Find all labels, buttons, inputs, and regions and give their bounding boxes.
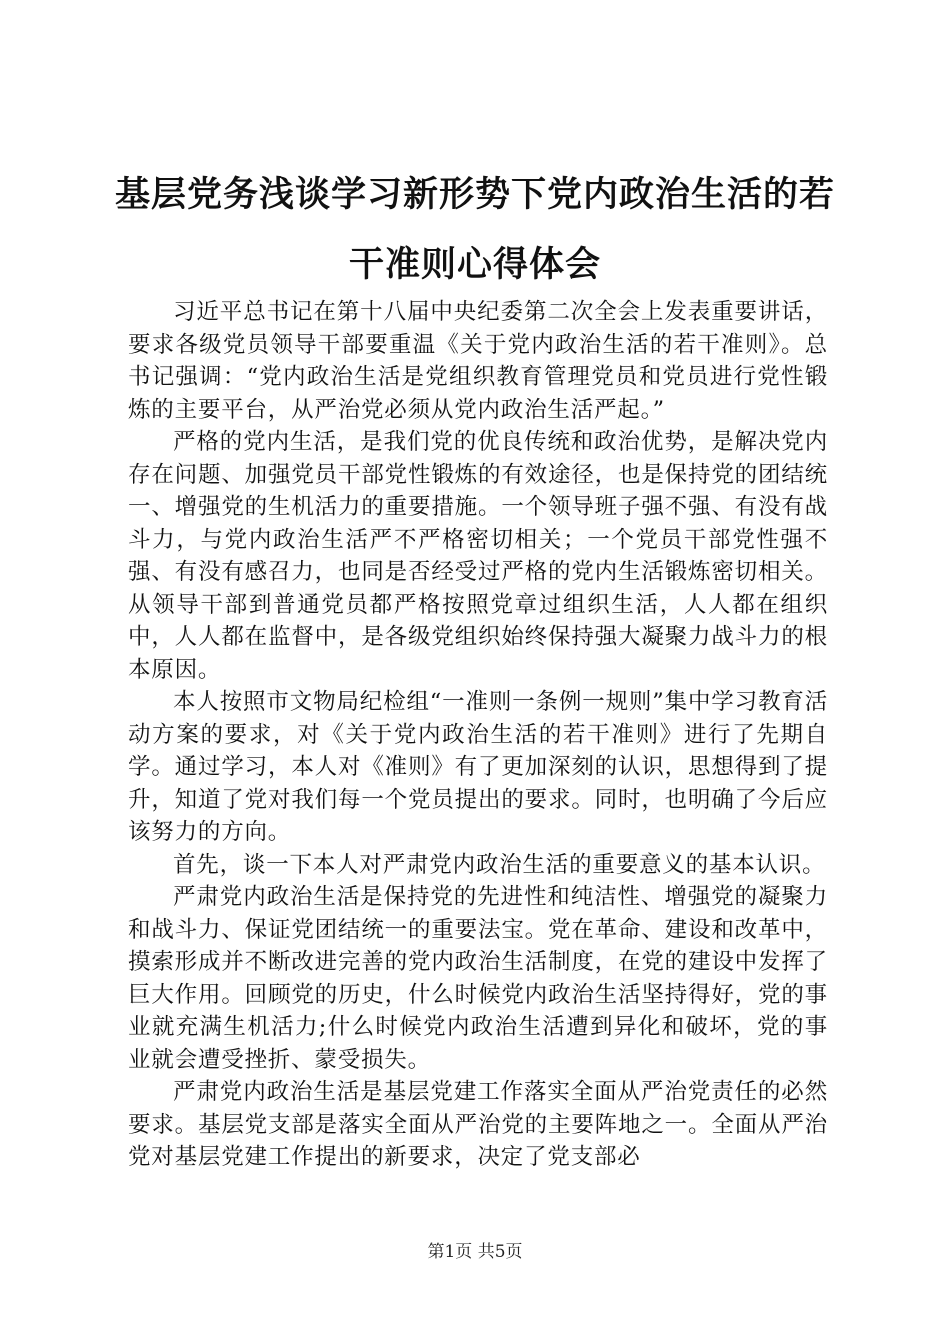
paragraph: 习近平总书记在第十八届中央纪委第二次全会上发表重要讲话，要求各级党员领导干部要重温《关于党内政治生活的若干准则》。总书记强调：“党内政治生活是党组织教育管理党员和党员进行党性锻炼的主要平台，从严治党必须从党内政治生活严起。” — [128, 299, 828, 423]
document-body — [128, 296, 828, 1174]
paragraph: 严格的党内生活，是我们党的优良传统和政治优势，是解决党内存在问题、加强党员干部党性锻炼的有效途径，也是保持党的团结统一、增强党的生机活力的重要措施。一个领导班子强不强、有没有战斗力，与党内政治生活严不严格密切相关；一个党员干部党性强不强、有没有感召力，也同是否经受过严格的党内生活锻炼密切相关。从领导干部到普通党员都严格按照党章过组织生活，人人都在组织中，人人都在监督中，是各级党组织始终保持强大凝聚力战斗力的根本原因。 — [128, 429, 828, 683]
paragraph: 严肃党内政治生活是保持党的先进性和纯洁性、增强党的凝聚力和战斗力、保证党团结统一的重要法宝。党在革命、建设和改革中，摸索形成并不断改进完善的党内政治生活制度，在党的建设中发挥了巨大作用。回顾党的历史，什么时候党内政治生活坚持得好，党的事业就充满生机活力;什么时候党内政治生活遭到异化和破坏，党的事业就会遭受挫折、蒙受损失。 — [128, 884, 828, 1073]
paragraph: 严肃党内政治生活是基层党建工作落实全面从严治党责任的必然要求。基层党支部是落实全面从严治党的主要阵地之一。全面从严治党对基层党建工作提出的新要求，决定了党支部必 — [128, 1079, 828, 1170]
paragraph: 首先，谈一下本人对严肃党内政治生活的重要意义的基本认识。 — [173, 851, 826, 878]
document-title: 基层党务浅谈学习新形势下党内政治生活的若干准则心得体会 — [114, 174, 835, 285]
page-footer: 第1页 共5页 — [427, 1242, 523, 1262]
paragraph: 本人按照市文物局纪检组“一准则一条例一规则”集中学习教育活动方案的要求，对《关于党内政治生活的若干准则》进行了先期自学。通过学习，本人对《准则》有了更加深刻的认识，思想得到了提升，知道了党对我们每一个党员提出的要求。同时，也明确了今后应该努力的方向。 — [128, 689, 828, 845]
